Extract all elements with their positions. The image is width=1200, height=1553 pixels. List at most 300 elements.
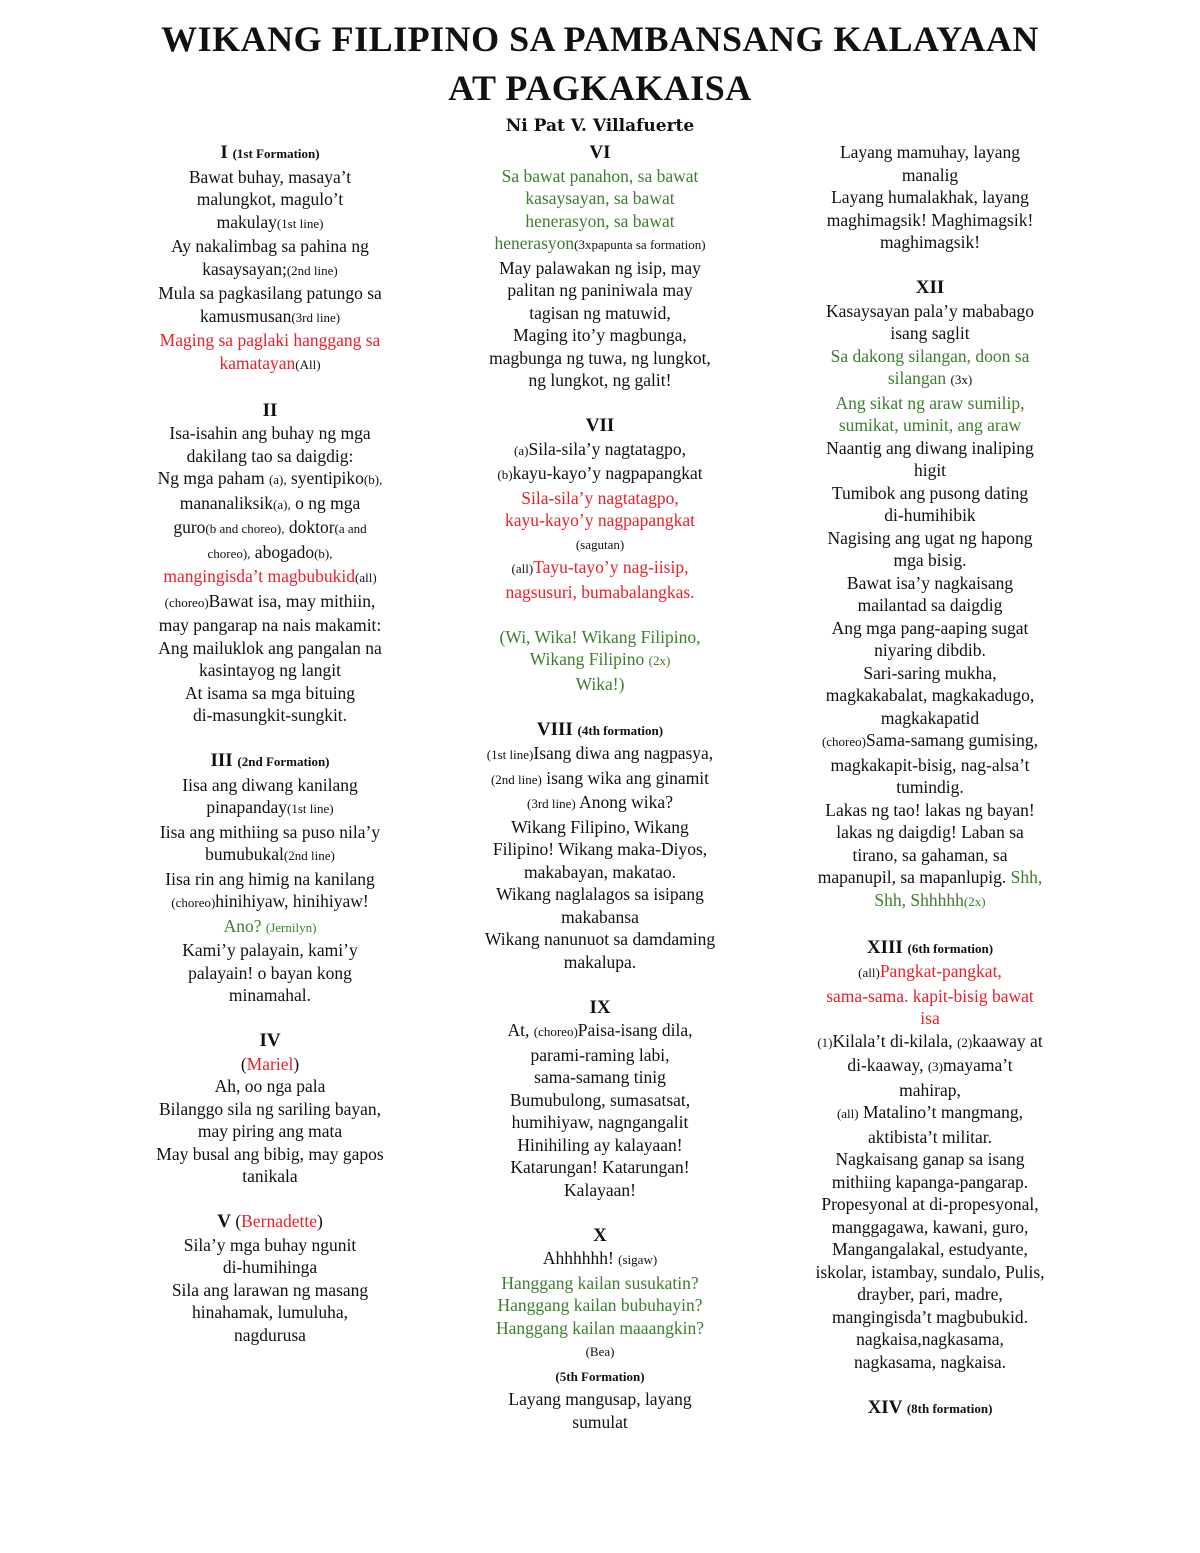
poem-text-segment: guro [173, 517, 206, 537]
poem-text-segment: kayu-kayo’y nagpapangkat [505, 510, 695, 530]
poem-text-segment: Hanggang kailan bubuhayin? [497, 1295, 703, 1315]
poem-text-segment: Iisa rin ang himig na kanilang [165, 868, 375, 889]
stanza-heading-text: VI [589, 142, 611, 163]
poem-title-line-1: WIKANG FILIPINO SA PAMBANSANG KALAYAAN [161, 19, 1039, 59]
poem-text-segment: Bernadette [241, 1211, 317, 1231]
poem-line [125, 939, 415, 962]
poem-text-segment: Sama-samang gumising, [865, 730, 1039, 750]
poem-line [125, 749, 415, 774]
poem-text-segment: Sa bawat panahon, sa bawat [501, 165, 699, 186]
poem-text-segment: Sari-saring mukha, [863, 662, 997, 683]
poem-line [125, 868, 415, 891]
poem-text-segment: hinahamak, lumuluha, [191, 1302, 348, 1322]
poem-line [785, 662, 1075, 685]
poem-text-segment: (b), [314, 545, 333, 561]
poem-title-line-2: AT PAGKAKAISA [448, 68, 752, 108]
poem-text-segment: Kilala’t di-kilala, [832, 1030, 958, 1051]
poem-text-segment: (sigaw) [618, 1252, 658, 1267]
poem-text-segment: At, [507, 1020, 534, 1040]
poem-text-segment: (3x) [950, 372, 973, 387]
poem-line [455, 1019, 745, 1044]
poem-text-segment: niyaring dibdib. [874, 640, 986, 660]
poem-text-segment: Kami’y palayain, kami’y [182, 940, 358, 960]
poem-text-segment: (2) [957, 1034, 973, 1050]
poem-line [455, 462, 745, 487]
poem-line [785, 1171, 1075, 1194]
poem-text-segment: (choreo) [171, 895, 216, 910]
poem-line [785, 866, 1075, 889]
poem-line [125, 1120, 415, 1143]
poem-line [125, 1324, 415, 1347]
poem-text-segment: Ang sikat ng araw sumilip, [835, 392, 1025, 413]
poem-text-segment: Propesyonal at di-propesyonal, [821, 1194, 1039, 1214]
stanza-heading-text: (8th formation) [906, 1400, 993, 1416]
poem-line [455, 487, 745, 510]
poem-text-segment: ) [293, 1053, 300, 1074]
stanza-gap [455, 1201, 745, 1224]
poem-line [125, 541, 415, 566]
poem-line [125, 1053, 415, 1076]
poem-text-segment: tanikala [242, 1166, 298, 1186]
poem-line [455, 673, 745, 696]
stanza-heading-text: (1st Formation) [232, 146, 320, 161]
poem-text-segment: Ang mailuklok ang pangalan na [158, 637, 382, 658]
poem-text-segment: Ah, oo nga pala [214, 1076, 326, 1096]
poem-line [785, 1079, 1075, 1102]
poem-line [785, 276, 1075, 300]
poem-line [125, 305, 415, 330]
stanza-gap [125, 1188, 415, 1211]
poem-line [455, 438, 745, 463]
poem-text-segment: may pangarap na nais makamit: [158, 615, 382, 635]
poem-line [125, 774, 415, 797]
poem-line [785, 1148, 1075, 1171]
poem-text-segment: Matalino’t mangmang, [858, 1102, 1024, 1122]
poem-text-segment: sumikat, uminit, ang araw [838, 415, 1022, 435]
poem-text-segment: Kasaysayan pala’y mababago [826, 300, 1034, 321]
poem-text-segment: Isang diwa ang nagpasya, [533, 743, 714, 763]
poem-text-segment: hinihiyaw, hinihiyaw! [215, 891, 369, 911]
poem-line [785, 1396, 1075, 1421]
poem-text-segment: Wikang Filipino [529, 649, 649, 669]
poem-text-segment: lakas ng daigdig! Laban sa [836, 822, 1024, 842]
poem-line [455, 626, 745, 649]
poem-text-segment: manalig [901, 164, 959, 185]
poem-text-segment: Bawat isa, may mithiin, [208, 590, 376, 611]
poem-text-segment: Wikang naglalagos sa isipang [496, 884, 704, 904]
poem-line [455, 141, 745, 165]
stanza-gap [455, 973, 745, 996]
poem-text-segment: Sila-sila’y nagtatagpo, [528, 438, 686, 459]
poem-line [785, 186, 1075, 209]
poem-line [785, 844, 1075, 867]
poem-line [125, 1210, 415, 1234]
poem-column-3 [785, 141, 1075, 1420]
poem-text-segment: Nagising ang ugat ng hapong [827, 527, 1033, 548]
poem-text-segment: Kalayaan! [564, 1179, 636, 1200]
stanza-gap [785, 1373, 1075, 1396]
poem-line [785, 1030, 1075, 1055]
stanza-heading-text: II [262, 399, 278, 421]
poem-line [125, 659, 415, 682]
poem-text-segment: magkakapatid [880, 707, 980, 728]
stanza-heading-text: (6th formation) [907, 940, 994, 956]
poem-line [455, 509, 745, 532]
poem-text-segment: isa [920, 1008, 940, 1028]
poem-text-segment: mga bisig. [893, 550, 967, 570]
poem-line [455, 861, 745, 884]
poem-text-segment: (choreo) [533, 1024, 578, 1039]
poem-line [785, 414, 1075, 437]
poem-line [455, 1411, 745, 1434]
poem-line [455, 1294, 745, 1317]
poem-line [785, 594, 1075, 617]
poem-text-segment: (Wi, Wika! Wikang Filipino, [499, 626, 701, 647]
poem-text-segment: Tayu-tayo’y nag-iisip, [533, 557, 689, 577]
poem-text-segment: silangan [887, 368, 951, 388]
stanza-gap [455, 392, 745, 415]
poem-text-segment: Tumibok ang pusong dating [831, 482, 1029, 503]
poem-line [785, 209, 1075, 232]
poem-line [785, 437, 1075, 460]
poem-line [125, 329, 415, 352]
poem-line [455, 1044, 745, 1067]
poem-text-segment: maghimagsik! [879, 232, 981, 252]
poem-line [785, 1283, 1075, 1306]
poem-text-segment: (2nd line) [490, 771, 542, 787]
poem-text-segment: doktor [284, 517, 335, 537]
poem-text-segment: iskolar, istambay, sundalo, Pulis, [815, 1261, 1045, 1282]
poem-line [125, 1256, 415, 1279]
poem-line [785, 684, 1075, 707]
poem-text-segment: Layang humalakhak, layang [831, 187, 1029, 207]
poem-text-segment: aktibista’t militar. [867, 1126, 993, 1147]
poem-text-segment: (2x) [648, 653, 671, 668]
stanza-heading-text: III [210, 750, 238, 771]
poem-text-segment: Anong wika? [575, 792, 673, 812]
stanza-gap [125, 376, 415, 399]
poem-text-segment: Sa dakong silangan, doon sa [830, 345, 1030, 366]
poem-line [125, 516, 415, 541]
poem-line [785, 1193, 1075, 1216]
poem-text-segment: Iisa ang diwang kanilang [182, 774, 358, 795]
poem-text-segment: nagdurusa [234, 1324, 306, 1345]
poem-text-segment: (3) [927, 1059, 943, 1074]
poem-line [785, 821, 1075, 844]
poem-text-segment: mangingisda’t magbubukid [163, 566, 355, 586]
poem-text-segment: Maging ito’y magbunga, [513, 325, 687, 345]
poem-line [455, 581, 745, 604]
poem-text-segment: Pangkat-pangkat, [879, 961, 1002, 981]
poem-text-segment: Ahhhhhh! [542, 1248, 619, 1268]
poem-text-segment: di-humihibik [884, 505, 976, 525]
poem-text-segment: isang wika ang ginamit [541, 767, 710, 788]
poem-line [785, 985, 1075, 1008]
poem-text-segment: sama-sama. kapit-bisig bawat [826, 985, 1034, 1006]
poem-line [125, 1279, 415, 1302]
poem-line [785, 1216, 1075, 1239]
poem-line [785, 322, 1075, 345]
poem-text-segment: (all) [511, 561, 534, 576]
poem-text-segment: maghimagsik! Maghimagsik! [826, 209, 1034, 230]
poem-text-segment: pinapanday [206, 797, 288, 817]
poem-text-segment: (1st line) [276, 215, 324, 231]
stanza-heading-text: I [220, 142, 233, 163]
poem-text-segment: Sila’y mga buhay ngunit [183, 1234, 357, 1255]
poem-text-segment: Bawat isa’y nagkaisang [846, 572, 1014, 593]
poem-text-segment: ) [316, 1211, 323, 1231]
poem-text-segment: kasintayog ng langit [199, 660, 341, 680]
poem-text-segment: (b) [497, 467, 513, 482]
poem-line [785, 459, 1075, 482]
poem-text-segment: (b and choreo), [205, 521, 285, 536]
poem-text-segment: may piring ang mata [197, 1121, 343, 1141]
poem-text-segment: Ng mga paham [157, 468, 269, 488]
poem-text-segment: Hanggang kailan susukatin? [501, 1272, 699, 1293]
poem-line [785, 1238, 1075, 1261]
poem-text-segment: (2x) [963, 893, 986, 909]
poem-text-segment: minamahal. [228, 985, 312, 1005]
poem-line [125, 984, 415, 1007]
poem-line [455, 767, 745, 792]
poem-line [125, 962, 415, 985]
poem-line [125, 188, 415, 211]
stanza-heading-text: VIII [536, 718, 578, 740]
poem-line [785, 527, 1075, 550]
poem-line [785, 1261, 1075, 1284]
poem-text-segment: (3rd line) [291, 309, 341, 325]
poem-column-2 [455, 141, 745, 1433]
stanza-heading-text: XIV [867, 1396, 907, 1418]
poem-line [785, 141, 1075, 164]
poem-text-segment: Ano? [223, 915, 266, 936]
poem-text-segment: kamatayan [219, 352, 296, 373]
stanza-heading-text: VII [585, 415, 615, 436]
stanza-heading-text: XII [915, 277, 945, 298]
poem-text-segment: tagisan ng matuwid, [529, 302, 671, 323]
poem-line [785, 482, 1075, 505]
poem-line [455, 279, 745, 302]
poem-line [455, 556, 745, 581]
poem-text-segment: (2nd line) [283, 848, 335, 863]
poem-line [785, 936, 1075, 961]
poem-text-segment: ng lungkot, ng galit! [528, 370, 672, 390]
poem-line [455, 1388, 745, 1411]
poem-text-segment: magkakapit-bisig, nag-alsa’t [830, 754, 1030, 775]
poem-line [785, 367, 1075, 392]
poem-line [785, 799, 1075, 822]
poem-text-segment: Mula sa pagkasilang patungo sa [158, 283, 382, 303]
poem-line [125, 211, 415, 236]
poem-line [455, 1272, 745, 1295]
poem-text-segment: henerasyon [494, 233, 575, 253]
poem-line [455, 816, 745, 839]
poem-line [785, 1328, 1075, 1351]
poem-author: Ni Pat V. Villafuerte [505, 116, 695, 136]
poem-line [785, 889, 1075, 914]
poem-line [125, 682, 415, 705]
poem-text-segment: Naantig ang diwang inaliping [826, 437, 1034, 458]
poem-text-segment: Ang mga pang-aaping sugat [831, 617, 1029, 638]
poem-line [125, 1234, 415, 1257]
stanza-gap [125, 1007, 415, 1030]
poem-line [125, 1143, 415, 1166]
poem-text-segment: Isa-isahin ang buhay ng mga [169, 423, 371, 443]
poem-text-segment: malungkot, magulo’t [196, 189, 344, 209]
stanza-gap [125, 727, 415, 750]
stanza-heading-text: XIII [866, 936, 908, 958]
poem-line [785, 1007, 1075, 1030]
poem-text-segment: May busal ang bibig, may gapos [156, 1143, 384, 1164]
poem-text-segment: magkakabalat, magkakadugo, [825, 685, 1035, 705]
poem-line [125, 235, 415, 258]
poem-line [785, 164, 1075, 187]
poem-text-segment: nagkaisa,nagkasama, [856, 1329, 1004, 1349]
poem-line [455, 257, 745, 280]
poem-text-segment: dakilang tao sa daigdig: [186, 445, 354, 466]
poem-text-segment: Wikang nanunuot sa damdaming [484, 929, 716, 949]
poem-text-segment: sumulat [572, 1411, 628, 1432]
poem-line [455, 210, 745, 233]
poem-line [455, 996, 745, 1020]
poem-line [455, 791, 745, 816]
poem-line [785, 707, 1075, 730]
poem-text-segment: (a), [273, 496, 291, 512]
poem-line [125, 1029, 415, 1053]
poem-text-segment: makabayan, makatao. [523, 861, 677, 882]
poem-line [455, 1156, 745, 1179]
poem-line [455, 838, 745, 861]
poem-line [125, 422, 415, 445]
poem-text-segment: Mangangalakal, estudyante, [832, 1239, 1028, 1259]
poem-text-segment: di-humihinga [222, 1257, 318, 1277]
poem-text-segment: tirano, sa gahaman, sa [852, 844, 1008, 865]
poem-text-segment: Paisa-isang dila, [577, 1020, 693, 1040]
poem-text-segment: (All) [295, 356, 321, 372]
poem-line [785, 300, 1075, 323]
poem-text-segment: higit [913, 460, 947, 480]
stanza-gap [455, 603, 745, 626]
poem-text-segment: Shh, [1010, 867, 1043, 887]
poem-text-segment: syentipiko [286, 468, 364, 488]
poem-text-segment: parami-raming labi, [530, 1044, 670, 1065]
poem-text-segment: (3xpapunta sa formation) [574, 237, 706, 252]
poem-line [455, 232, 745, 257]
poem-text-segment: kayu-kayo’y nagpapangkat [512, 463, 703, 483]
poem-text-segment: manggagawa, kawani, guro, [831, 1216, 1029, 1237]
poem-line [125, 704, 415, 727]
poem-line [455, 718, 745, 743]
poem-text-segment: palayain! o bayan kong [188, 962, 352, 983]
stanza-gap [785, 913, 1075, 936]
poem-text-segment: kaaway at [972, 1030, 1043, 1051]
poem-text-segment: Filipino! Wikang maka-Diyos, [492, 839, 708, 859]
poem-text-segment: mithiing kapanga-pangarap. [831, 1171, 1029, 1192]
poem-line [455, 1224, 745, 1248]
stanza-heading-text: (4th formation) [577, 722, 664, 738]
poem-text-segment: (Bea) [585, 1344, 615, 1359]
poem-line [125, 915, 415, 940]
poem-line [125, 890, 415, 915]
poem-text-segment: isang saglit [890, 323, 970, 343]
poem-text-segment: (2nd line) [286, 262, 338, 278]
poem-text-segment: mapanupil, sa mapanlupig. [817, 867, 1011, 887]
poem-line [125, 166, 415, 189]
stanza-gap [455, 695, 745, 718]
poem-text-segment: magbunga ng tuwa, ng lungkot, [489, 347, 711, 368]
poem-text-segment: makulay [216, 211, 277, 232]
poem-line [125, 352, 415, 377]
poem-line [125, 258, 415, 283]
poem-text-segment: Hanggang kailan maaangkin? [496, 1317, 704, 1338]
poem-text-segment: kasaysayan; [202, 258, 287, 279]
poem-line [785, 549, 1075, 572]
poem-line [785, 960, 1075, 985]
poem-text-segment: choreo), [207, 545, 251, 561]
poem-line [125, 1075, 415, 1098]
poem-text-segment: (Jernilyn) [265, 919, 317, 935]
poem-line [785, 776, 1075, 799]
poem-line [455, 906, 745, 929]
stanza-heading-text: IV [259, 1030, 281, 1051]
poem-line [785, 345, 1075, 368]
poem-text-segment: (all) [836, 1106, 859, 1121]
poem-text-segment: (a and [334, 521, 367, 536]
poem-text-segment: palitan ng paniniwala may [507, 280, 693, 300]
poem-text-segment: Mariel [246, 1053, 294, 1074]
poem-text-segment: Bilanggo sila ng sariling bayan, [158, 1098, 382, 1119]
poem-text-segment: kasaysayan, sa bawat [525, 188, 675, 208]
poem-text-segment: (all) [355, 570, 377, 585]
poem-line [785, 1306, 1075, 1329]
poem-line [125, 821, 415, 844]
poem-text-segment: di-kaaway, [847, 1055, 928, 1075]
poem-text-segment: (all) [858, 965, 880, 980]
stanza-gap [785, 254, 1075, 277]
poem-line [455, 532, 745, 557]
poem-text-segment: Katarungan! Katarungan! [510, 1157, 690, 1177]
poem-line [785, 1101, 1075, 1126]
poem-line [785, 231, 1075, 254]
poem-text-segment: drayber, pari, madre, [857, 1284, 1003, 1304]
poem-line [785, 729, 1075, 754]
poem-line [455, 883, 745, 906]
poem-line [125, 1301, 415, 1324]
poem-text-segment: (3rd line) [527, 796, 576, 811]
poem-text-segment: (choreo) [821, 734, 866, 749]
poem-line [455, 742, 745, 767]
poem-text-segment: Wikang Filipino, Wikang [511, 816, 689, 837]
poem-column-1 [125, 141, 415, 1346]
poem-text-segment: tumindig. [896, 777, 964, 797]
poem-text-segment: makabansa [561, 906, 639, 927]
poem-line [455, 1089, 745, 1112]
poem-line [455, 414, 745, 438]
poem-text-segment: di-masungkit-sungkit. [192, 705, 348, 725]
poem-text-segment: bumubukal [205, 844, 284, 864]
poem-line [125, 282, 415, 305]
poem-text-segment: (a) [514, 442, 529, 458]
poem-line [455, 369, 745, 392]
poem-line [455, 165, 745, 188]
stanza-heading-text: V [217, 1211, 236, 1232]
poem-text-segment: nagsusuri, bumabalangkas. [505, 581, 695, 602]
poem-line [125, 141, 415, 166]
poem-text-segment: Hinihiling ay kalayaan! [517, 1134, 683, 1155]
poem-text-segment: mangingisda’t magbubukid. [831, 1306, 1029, 1327]
poem-line [125, 399, 415, 423]
poem-text-segment: abogado [250, 541, 315, 562]
